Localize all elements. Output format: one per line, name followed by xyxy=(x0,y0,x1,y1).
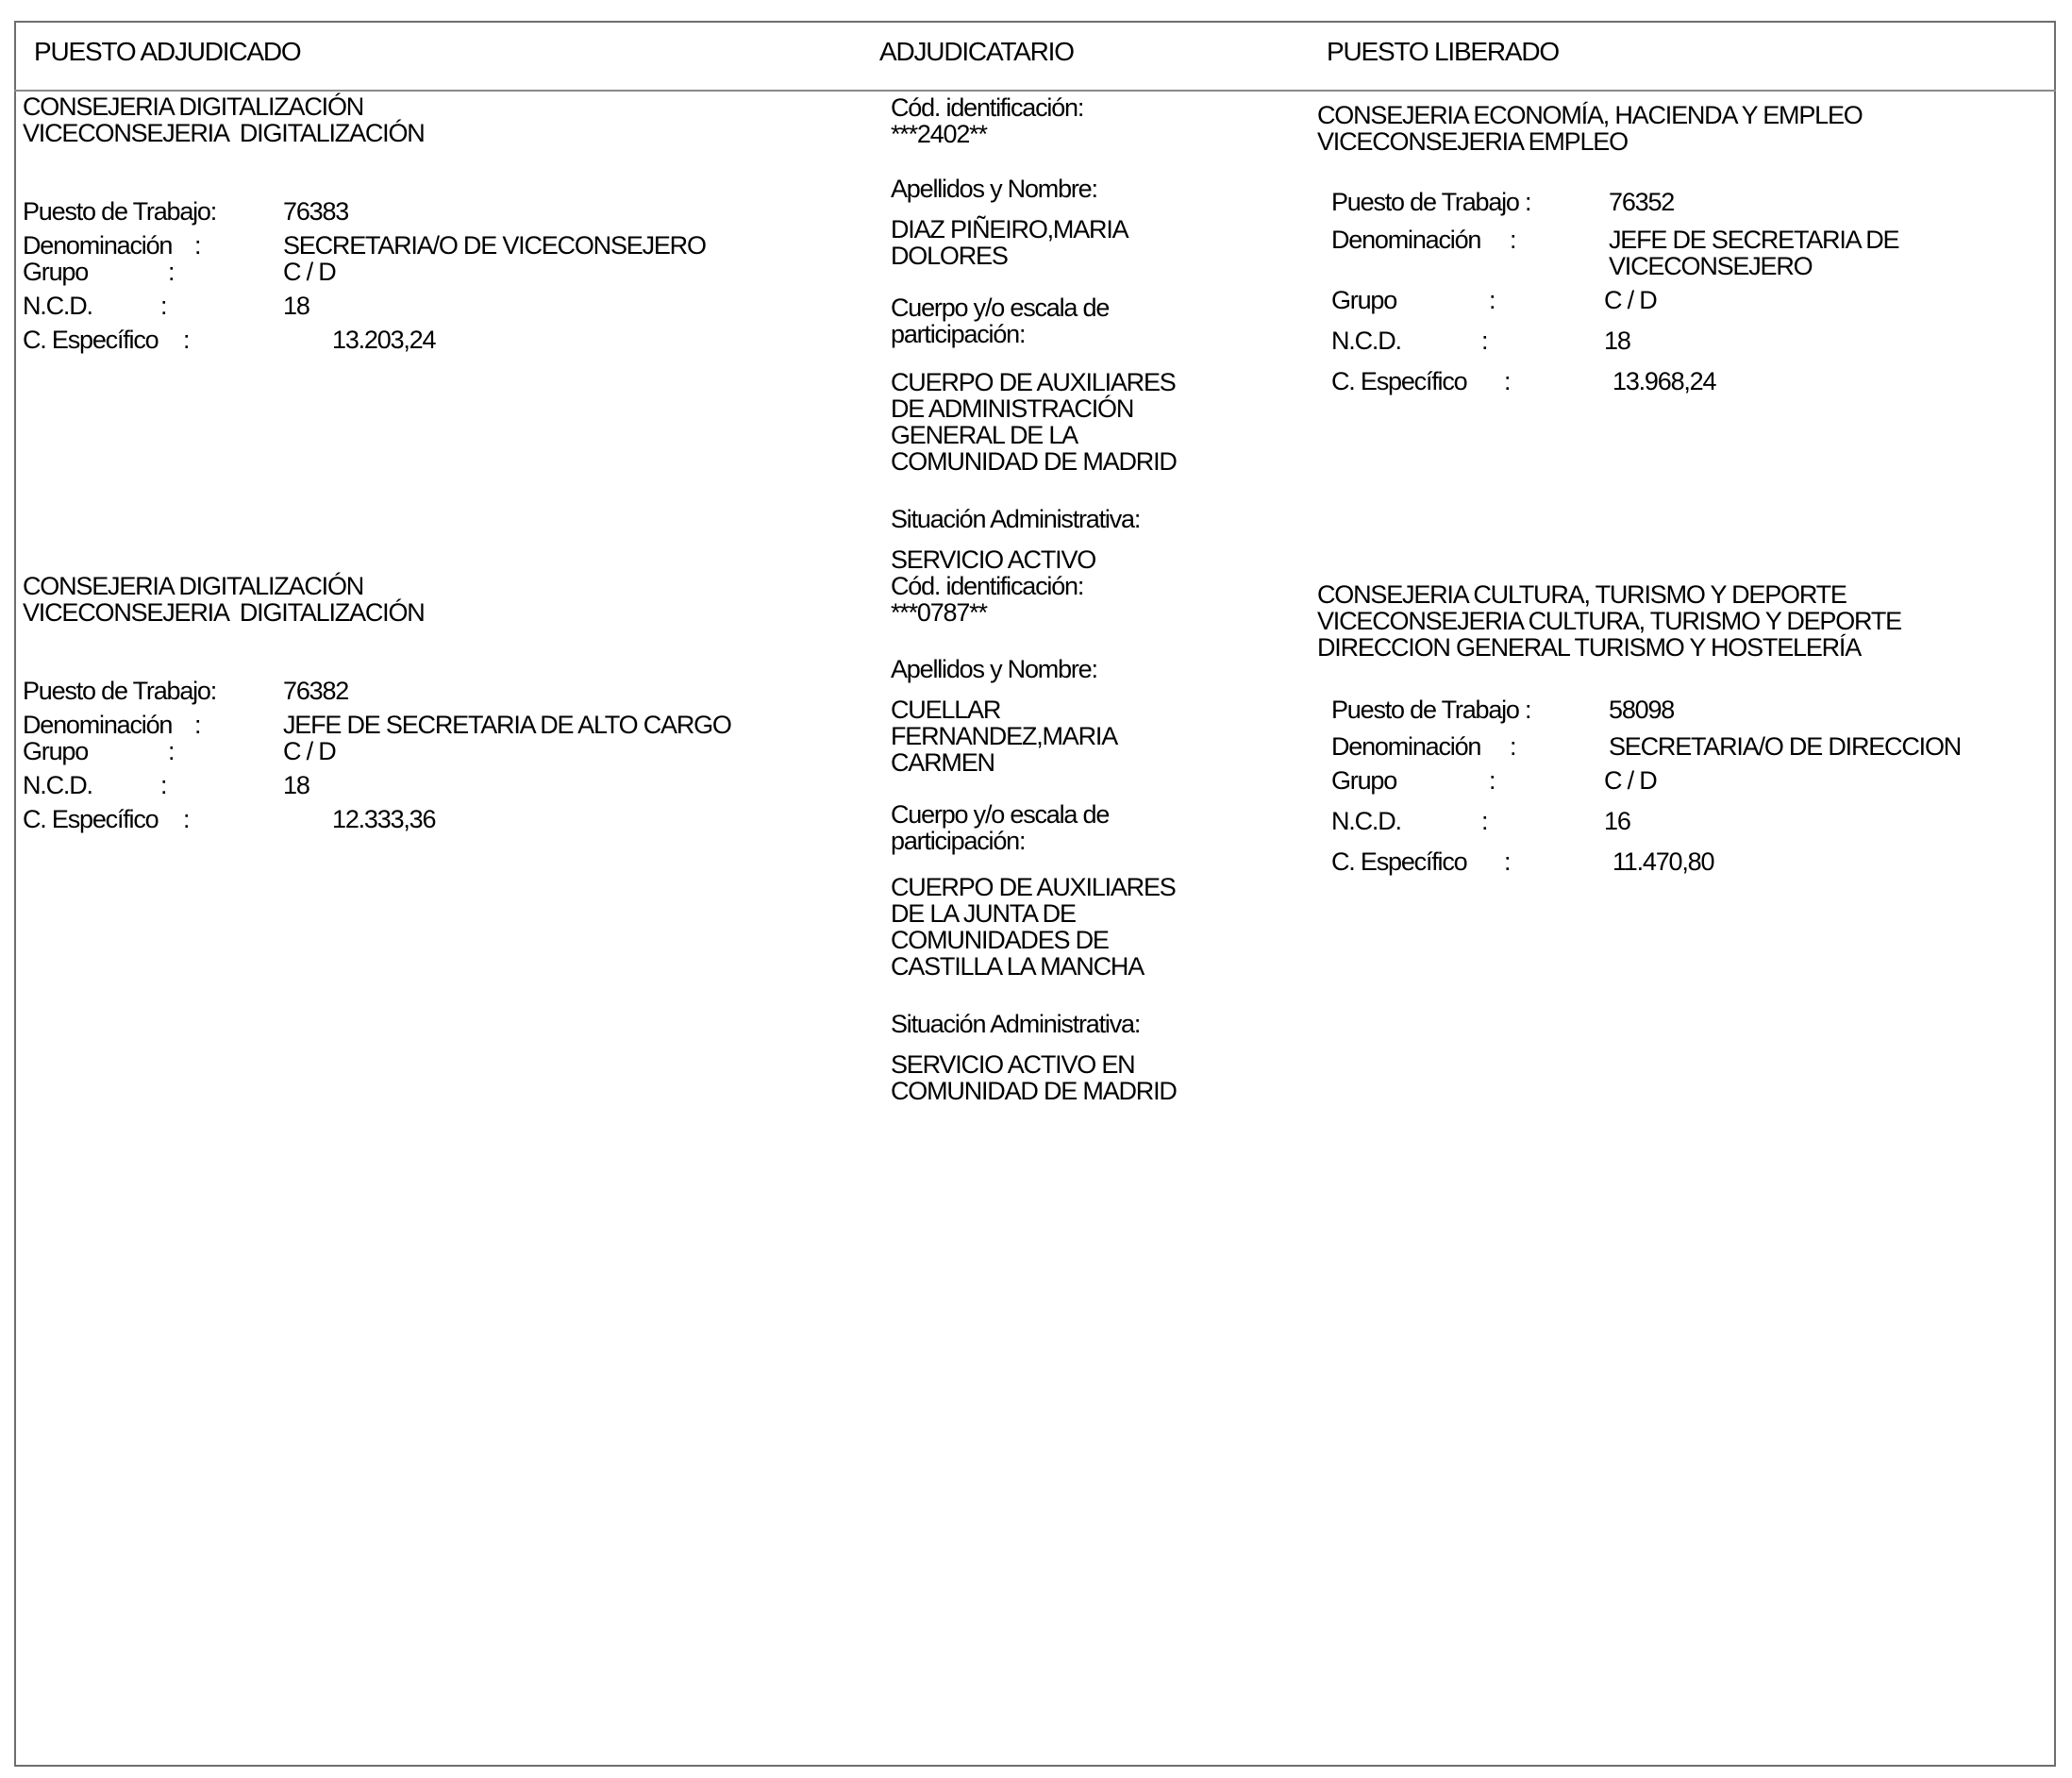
header-divider xyxy=(14,90,2056,92)
colon: : xyxy=(1510,226,1516,254)
denominacion-value: VICECONSEJERO xyxy=(1609,252,1813,280)
situacion-label: Situación Administrativa: xyxy=(891,505,1141,533)
denominacion-label: Denominación xyxy=(1331,732,1481,761)
direccion-general: DIRECCION GENERAL TURISMO Y HOSTELERÍA xyxy=(1317,633,1862,662)
denominacion-label: Denominación xyxy=(1331,226,1481,254)
puesto-trabajo-value: 76383 xyxy=(283,197,349,226)
puesto-trabajo-value: 58098 xyxy=(1609,696,1675,724)
cuerpo-line: COMUNIDADES DE xyxy=(891,926,1109,954)
c-especifico-label: C. Específico xyxy=(23,326,159,354)
cod-identificacion-value: ***2402** xyxy=(891,120,987,148)
puesto-trabajo-label: Puesto de Trabajo: xyxy=(23,677,217,705)
grupo-label: Grupo xyxy=(1331,766,1397,795)
c-especifico-label: C. Específico xyxy=(23,805,159,833)
colon: : xyxy=(1489,286,1496,314)
nombre-line: DIAZ PIÑEIRO,MARIA xyxy=(891,215,1128,243)
c-especifico-value: 12.333,36 xyxy=(332,805,436,833)
ncd-label: N.C.D. xyxy=(1331,327,1401,355)
cuerpo-line: DE LA JUNTA DE xyxy=(891,899,1076,928)
cuerpo-line: CUERPO DE AUXILIARES xyxy=(891,873,1176,901)
c-especifico-label: C. Específico xyxy=(1331,367,1467,395)
nombre-line: CUELLAR xyxy=(891,696,1001,724)
ncd-label: N.C.D. xyxy=(1331,807,1401,835)
viceconsejeria: VICECONSEJERIA CULTURA, TURISMO Y DEPORTE xyxy=(1317,607,1901,635)
cuerpo-escala-label: Cuerpo y/o escala de xyxy=(891,294,1110,322)
grupo-value: C / D xyxy=(1604,766,1657,795)
consejeria: CONSEJERIA DIGITALIZACIÓN xyxy=(23,92,364,121)
colon: : xyxy=(183,805,190,833)
colon: : xyxy=(168,737,175,765)
cuerpo-escala-label: Cuerpo y/o escala de xyxy=(891,800,1110,829)
viceconsejeria: VICECONSEJERIA EMPLEO xyxy=(1317,127,1628,156)
apellidos-nombre-label: Apellidos y Nombre: xyxy=(891,655,1097,683)
grupo-label: Grupo xyxy=(1331,286,1397,314)
c-especifico-value: 13.968,24 xyxy=(1612,367,1716,395)
colon: : xyxy=(194,711,201,739)
colon: : xyxy=(1504,367,1511,395)
cuerpo-line: CUERPO DE AUXILIARES xyxy=(891,368,1176,396)
consejeria: CONSEJERIA CULTURA, TURISMO Y DEPORTE xyxy=(1317,580,1846,609)
nombre-line: FERNANDEZ,MARIA xyxy=(891,722,1118,750)
colon: : xyxy=(194,231,201,260)
ncd-label: N.C.D. xyxy=(23,771,92,799)
situacion-label: Situación Administrativa: xyxy=(891,1010,1141,1038)
c-especifico-label: C. Específico xyxy=(1331,847,1467,876)
cuerpo-escala-label: participación: xyxy=(891,320,1026,348)
colon: : xyxy=(168,258,175,286)
situacion-value: SERVICIO ACTIVO xyxy=(891,545,1096,574)
puesto-trabajo-label: Puesto de Trabajo : xyxy=(1331,188,1531,216)
ncd-value: 18 xyxy=(283,292,309,320)
grupo-label: Grupo xyxy=(23,737,89,765)
header-adjudicatario: ADJUDICATARIO xyxy=(879,37,1074,66)
colon: : xyxy=(1489,766,1496,795)
ncd-value: 18 xyxy=(1604,327,1630,355)
grupo-value: C / D xyxy=(1604,286,1657,314)
colon: : xyxy=(183,326,190,354)
denominacion-value: SECRETARIA/O DE VICECONSEJERO xyxy=(283,231,706,260)
puesto-trabajo-value: 76382 xyxy=(283,677,349,705)
colon: : xyxy=(160,292,167,320)
header-puesto-adjudicado: PUESTO ADJUDICADO xyxy=(34,37,301,66)
cuerpo-escala-label: participación: xyxy=(891,827,1026,855)
consejeria: CONSEJERIA ECONOMÍA, HACIENDA Y EMPLEO xyxy=(1317,101,1863,129)
colon: : xyxy=(1504,847,1511,876)
grupo-value: C / D xyxy=(283,737,336,765)
cuerpo-line: COMUNIDAD DE MADRID xyxy=(891,447,1177,476)
cod-identificacion-value: ***0787** xyxy=(891,598,987,627)
nombre-line: CARMEN xyxy=(891,748,994,777)
denominacion-value: JEFE DE SECRETARIA DE xyxy=(1609,226,1899,254)
c-especifico-value: 11.470,80 xyxy=(1612,847,1714,876)
viceconsejeria: VICECONSEJERIA DIGITALIZACIÓN xyxy=(23,598,425,627)
ncd-label: N.C.D. xyxy=(23,292,92,320)
grupo-value: C / D xyxy=(283,258,336,286)
cod-identificacion-label: Cód. identificación: xyxy=(891,572,1084,600)
colon: : xyxy=(160,771,167,799)
situacion-value: SERVICIO ACTIVO EN xyxy=(891,1050,1135,1079)
situacion-value: COMUNIDAD DE MADRID xyxy=(891,1077,1177,1105)
cuerpo-line: GENERAL DE LA xyxy=(891,421,1078,449)
grupo-label: Grupo xyxy=(23,258,89,286)
colon: : xyxy=(1481,807,1488,835)
viceconsejeria: VICECONSEJERIA DIGITALIZACIÓN xyxy=(23,119,425,147)
cod-identificacion-label: Cód. identificación: xyxy=(891,93,1084,122)
colon: : xyxy=(1510,732,1516,761)
consejeria: CONSEJERIA DIGITALIZACIÓN xyxy=(23,572,364,600)
puesto-trabajo-value: 76352 xyxy=(1609,188,1675,216)
c-especifico-value: 13.203,24 xyxy=(332,326,436,354)
ncd-value: 16 xyxy=(1604,807,1630,835)
nombre-line: DOLORES xyxy=(891,242,1008,270)
apellidos-nombre-label: Apellidos y Nombre: xyxy=(891,175,1097,203)
colon: : xyxy=(1481,327,1488,355)
denominacion-label: Denominación xyxy=(23,231,173,260)
denominacion-value: SECRETARIA/O DE DIRECCION xyxy=(1609,732,1962,761)
denominacion-value: JEFE DE SECRETARIA DE ALTO CARGO xyxy=(283,711,731,739)
puesto-trabajo-label: Puesto de Trabajo : xyxy=(1331,696,1531,724)
cuerpo-line: DE ADMINISTRACIÓN xyxy=(891,394,1134,423)
cuerpo-line: CASTILLA LA MANCHA xyxy=(891,952,1145,981)
ncd-value: 18 xyxy=(283,771,309,799)
header-puesto-liberado: PUESTO LIBERADO xyxy=(1327,37,1560,66)
puesto-trabajo-label: Puesto de Trabajo: xyxy=(23,197,217,226)
denominacion-label: Denominación xyxy=(23,711,173,739)
